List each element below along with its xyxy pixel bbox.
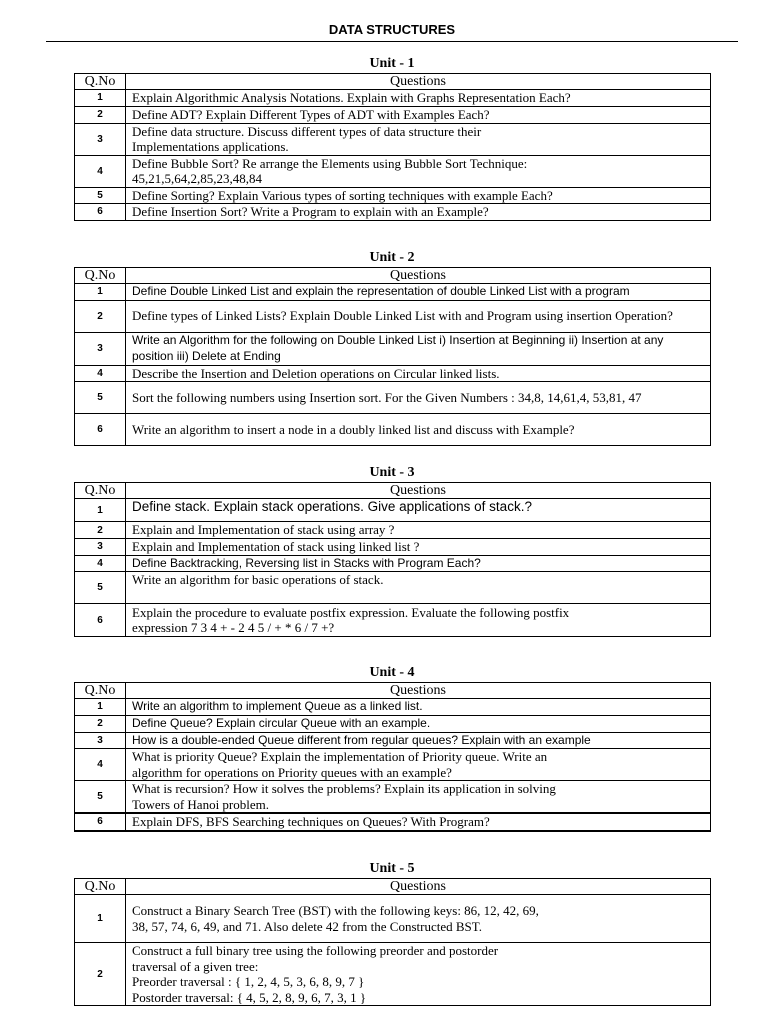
question-number: 2: [75, 522, 126, 539]
unit-4-table: [74, 682, 711, 832]
question-text: Define types of Linked Lists? Explain Double Linked List with and Program using insertion Operation?: [126, 300, 711, 332]
table-row: [75, 187, 711, 204]
document-title: DATA STRUCTURES: [328, 22, 456, 37]
question-number: 4: [75, 749, 126, 781]
unit-4-heading: Unit - 4: [369, 665, 415, 680]
table-row: [75, 895, 711, 943]
table-header-row: [75, 879, 711, 895]
table-row: [75, 499, 711, 522]
question-text: Describe the Insertion and Deletion operations on Circular linked lists.: [126, 365, 711, 382]
table-row: [75, 749, 711, 781]
unit-5-table: [74, 878, 711, 1006]
question-number: 1: [75, 699, 126, 716]
table-row: [75, 699, 711, 716]
questions-header: Questions: [126, 268, 711, 284]
question-text: Define Sorting? Explain Various types of sorting techniques with example Each?: [126, 187, 711, 204]
preorder-traversal: Preorder traversal : { 1, 2, 4, 5, 3, 6, 8, 9, 7 }: [132, 974, 365, 989]
question-number: 4: [75, 155, 126, 187]
question-number: 1: [75, 895, 126, 943]
questions-header: Questions: [126, 74, 711, 90]
question-number: 6: [75, 604, 126, 637]
table-row: [75, 781, 711, 814]
question-text: Explain the procedure to evaluate postfix expression. Evaluate the following postfix expression 7 3 4 + - 2 4 5 / + * 6 / 7 +?: [126, 604, 711, 637]
qno-header: Q.No: [75, 879, 126, 895]
question-text: Define ADT? Explain Different Types of ADT with Examples Each?: [126, 106, 711, 123]
question-text: What is priority Queue? Explain the implementation of Priority queue. Write an algorithm for operations on Priority queues with an example?: [126, 749, 711, 781]
question-number: 2: [75, 943, 126, 1006]
question-number: 6: [75, 414, 126, 446]
question-text: Construct a Binary Search Tree (BST) with the following keys: 86, 12, 42, 69, 38, 57, 74, 6, 49, and 71. Also delete 42 from the Constructed BST.: [126, 895, 711, 943]
table-header-row: [75, 74, 711, 90]
question-text: Explain and Implementation of stack using linked list ?: [126, 539, 711, 556]
qno-header: Q.No: [75, 74, 126, 90]
question-text: Explain Algorithmic Analysis Notations. Explain with Graphs Representation Each?: [126, 90, 711, 107]
question-text: Construct a full binary tree using the following preorder and postorder traversal of a given tree:: [132, 943, 499, 974]
unit-3-heading: Unit - 3: [369, 465, 415, 480]
question-text: Sort the following numbers using Insertion sort. For the Given Numbers : 34,8, 14,61,4, 53,81, 47: [126, 382, 711, 414]
qno-header: Q.No: [75, 268, 126, 284]
question-text: What is recursion? How it solves the problems? Explain its application in solving Towers of Hanoi problem.: [126, 781, 711, 814]
question-number: 4: [75, 555, 126, 572]
table-row: [75, 572, 711, 604]
question-text: Define Double Linked List and explain the representation of double Linked List with a program: [126, 284, 711, 301]
table-row: [75, 539, 711, 556]
table-row: [75, 382, 711, 414]
question-number: 5: [75, 572, 126, 604]
question-text: Write an algorithm for basic operations of stack.: [126, 572, 711, 604]
question-text: Define Insertion Sort? Write a Program to explain with an Example?: [126, 204, 711, 221]
question-text: Define Bubble Sort? Re arrange the Elements using Bubble Sort Technique: 45,21,5,64,2,85,23,48,84: [126, 155, 711, 187]
table-row: [75, 365, 711, 382]
question-number: 2: [75, 300, 126, 332]
table-row: [75, 332, 711, 365]
postorder-traversal: Postorder traversal: { 4, 5, 2, 8, 9, 6, 7, 3, 1 }: [132, 989, 367, 1005]
question-text: Write an algorithm to insert a node in a doubly linked list and discuss with Example?: [126, 414, 711, 446]
question-text: Define Queue? Explain circular Queue with an example.: [126, 715, 711, 732]
question-number: 2: [75, 715, 126, 732]
question-text: Explain and Implementation of stack using array ?: [126, 522, 711, 539]
qno-header: Q.No: [75, 483, 126, 499]
table-row: [75, 715, 711, 732]
unit-2-table: [74, 267, 711, 446]
table-row: [75, 106, 711, 123]
unit-2-heading: Unit - 2: [369, 250, 415, 265]
unit-1-heading: Unit - 1: [369, 56, 415, 71]
table-row: [75, 123, 711, 155]
table-header-row: [75, 268, 711, 284]
question-number: 1: [75, 499, 126, 522]
table-row: [75, 555, 711, 572]
question-text: How is a double-ended Queue different from regular queues? Explain with an example: [126, 732, 711, 749]
question-number: 5: [75, 781, 126, 814]
table-row: [75, 604, 711, 637]
question-number: 5: [75, 382, 126, 414]
question-number: 3: [75, 123, 126, 155]
question-text: Define stack. Explain stack operations. Give applications of stack.?: [126, 499, 711, 522]
question-number: 3: [75, 539, 126, 556]
question-number: 1: [75, 284, 126, 301]
question-number: 5: [75, 187, 126, 204]
question-number: 4: [75, 365, 126, 382]
question-number: 1: [75, 90, 126, 107]
question-number: 6: [75, 204, 126, 221]
question-number: 6: [75, 813, 126, 831]
unit-1-table: [74, 73, 711, 221]
unit-3-table: [74, 482, 711, 637]
table-row: [75, 155, 711, 187]
question-text: Write an algorithm to implement Queue as a linked list.: [126, 699, 711, 716]
table-header-row: [75, 683, 711, 699]
title-underline: [46, 41, 738, 42]
table-row: [75, 414, 711, 446]
table-row: [75, 813, 711, 831]
table-row: [75, 522, 711, 539]
question-text: Write an Algorithm for the following on Double Linked List i) Insertion at Beginning ii) Insertion at any position iii) Delete at Ending: [126, 332, 711, 365]
table-row: [75, 943, 711, 1006]
question-number: 3: [75, 332, 126, 365]
question-number: 2: [75, 106, 126, 123]
table-row: [75, 732, 711, 749]
question-number: 3: [75, 732, 126, 749]
questions-header: Questions: [126, 879, 711, 895]
qno-header: Q.No: [75, 683, 126, 699]
table-row: [75, 300, 711, 332]
question-text: Define Backtracking, Reversing list in Stacks with Program Each?: [126, 555, 711, 572]
table-row: [75, 284, 711, 301]
questions-header: Questions: [126, 483, 711, 499]
table-row: [75, 204, 711, 221]
question-text: Explain DFS, BFS Searching techniques on Queues? With Program?: [126, 813, 711, 831]
table-row: [75, 90, 711, 107]
unit-5-heading: Unit - 5: [369, 861, 415, 876]
table-header-row: [75, 483, 711, 499]
question-text-cell: [126, 943, 711, 1006]
questions-header: Questions: [126, 683, 711, 699]
question-text: Define data structure. Discuss different types of data structure their Implementations applications.: [126, 123, 711, 155]
